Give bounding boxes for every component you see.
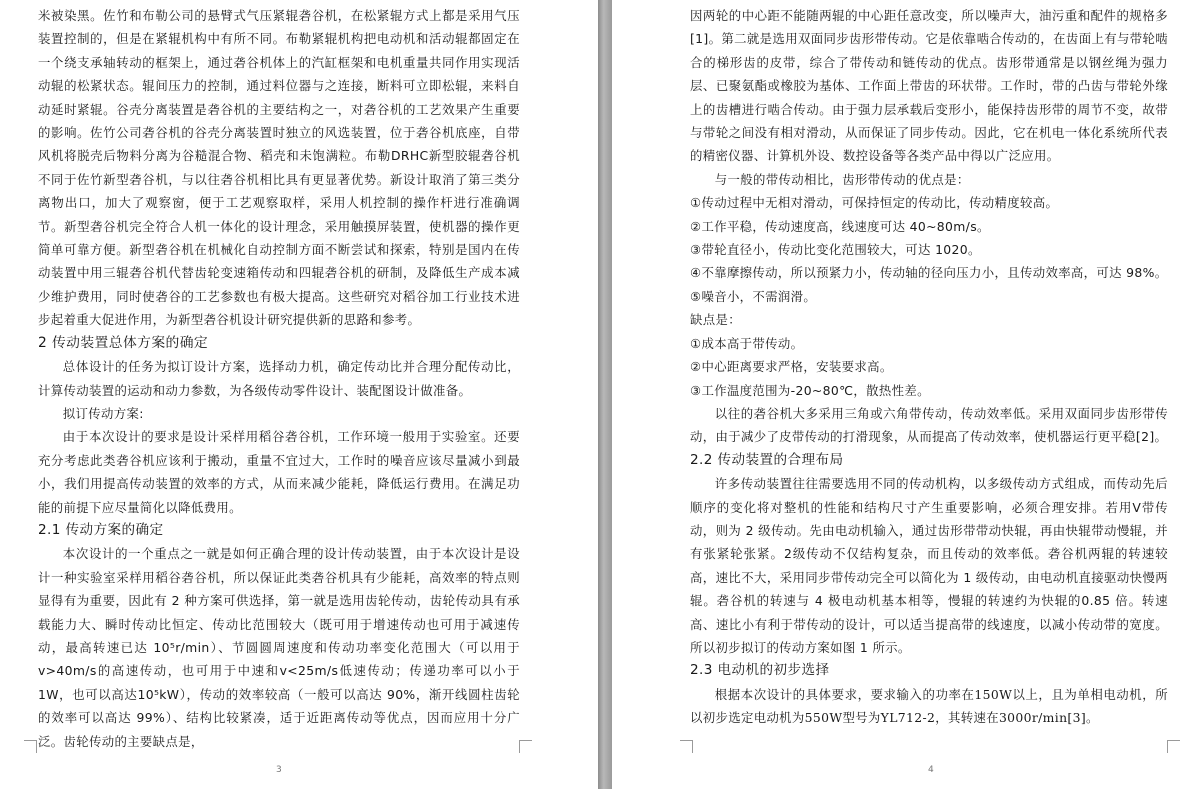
list-item: ⑤噪音小，不需润滑。 [690,288,817,304]
heading-2-2: 2.2 传动装置的合理布局 [690,451,844,468]
page-number: 3 [276,765,282,775]
list-item: ③带轮直径小，传动比变化范围较大，可达 1020。 [690,242,981,258]
heading-2: 2 传动装置总体方案的确定 [38,334,209,351]
paragraph: 许多传动装置往往需要选用不同的传动机构，以多级传动方式组成，而传动先后顺序的变化将对整机的性能和结构尺寸产生重要影响，必须合理安排。若用V带传动，则为 2 级传动。先由电动机输入，通过齿形带带动快辊，再由快辊带动慢辊，并有张紧轮张紧。2级传动不仅结构复杂，而且传动的效率低。砻谷机两辊的转速较高，速比不大，采用同步带传动完全可以简化为 1 级传动，由电动机直接驱动快慢两辊。砻谷机的转速与 4 极电动机基本相等，慢辊的转速约为快辊的0.85 倍。转速高、速比小有利于带传动的设计，可以适当提高带的线速度，以减小传动带的宽度。所以初步拟订的传动方案如图 1 所示。 [690,476,1168,655]
list-item: ②中心距离要求严格，安装要求高。 [690,359,893,375]
page-gap [598,0,612,789]
heading-2-3: 2.3 电动机的初步选择 [690,662,830,679]
paragraph: 根据本次设计的具体要求，要求输入的功率在150W以上，且为单相电动机，所以初步选定电动机为550W型号为YL712-2，其转速在3000r/min[3]。 [690,686,1168,726]
paragraph: 与一般的带传动相比，齿形带传动的优点是： [714,171,970,187]
paragraph: 以往的砻谷机大多采用三角或六角带传动，传动效率低。采用双面同步齿形带传动，由于减少了皮带传动的打滑现象，从而提高了传动效率，使机器运行更平稳[2]。 [690,405,1168,445]
page-3-body [38,4,520,753]
paragraph: 缺点是： [690,312,741,328]
page-4 [612,0,1204,789]
page-4-body [690,4,1168,730]
paragraph: 由于本次设计的要求是设计采样用稻谷砻谷机，工作环境一般用于实验室。还要充分考虑此类砻谷机应该利于搬动，重量不宜过大，工作时的噪音应该尽量减小到最小，我们用提高传动装置的效率的方式，从而来减少能耗，降低运行费用。在满足功能的前提下应尽量简化以降低费用。 [38,429,520,515]
list-item: ①成本高于带传动。 [690,335,804,351]
page-number: 4 [928,765,934,775]
list-item: ①传动过程中无相对滑动，可保持恒定的传动比，传动精度较高。 [690,195,1059,211]
margin-corner-mark [24,740,37,753]
paragraph: 因两轮的中心距不能随两辊的中心距任意改变，所以噪声大，油污重和配件的规格多[1]。第二就是选用双面同步齿形带传动。它是依靠啮合传动的，在齿面上有与带轮啮合的梯形齿的皮带，综合了带传动和链传动的优点。齿形带通常是以钢丝绳为强力层、已聚氨酯或橡胶为基体、工作面上带齿的环状带。工作时，带的凸齿与带轮外缘上的齿槽进行啮合传动。由于强力层承载后变形小，能保持齿形带的周节不变，故带与带轮之间没有相对滑动，从而保证了同步传动。因此，它在机电一体化系统所代表的精密仪器、计算机外设、数控设备等各类产品中得以广泛应用。 [690,8,1168,164]
list-item: ④不靠摩擦传动，所以预紧力小，传动轴的径向压力小，且传动效率高，可达 98%。 [690,265,1168,281]
list-item: ③工作温度范围为-20~80℃，散热性差。 [690,382,930,398]
list-item: ②工作平稳，传动速度高，线速度可达 40~80m/s。 [690,218,990,234]
paragraph: 米被染黑。佐竹和布勒公司的悬臂式气压紧辊砻谷机，在松紧辊方式上都是采用气压装置控制的，但是在紧辊机构中有所不同。布勒紧辊机构把电动机和活动辊都固定在一个绕支承轴转动的框架上，通过砻谷机体上的汽缸框架和电机重量共同作用实现活动辊的松紧状态。辊间压力的控制，通过料位器与之连接，断料可立即松辊，来料自动延时紧辊。谷壳分离装置是砻谷机的主要结构之一，对砻谷机的工艺效果产生重要的影响。佐竹公司砻谷机的谷壳分离装置时独立的风选装置，位于砻谷机底座，自带风机将脱壳后物料分离为谷糙混合物、稻壳和未饱满粒。布勒DRHC新型胶辊砻谷机不同于佐竹新型砻谷机，与以往砻谷机相比具有更显著优势。新设计取消了第三类分离物出口，加大了观察窗，便于工艺观察取样，采用人机控制的操作杆进行准确调节。新型砻谷机完全符合人机一体化的设计理念，采用触摸屏装置，使机器的操作更简单可靠方便。新型砻谷机在机械化自动控制方面不断尝试和探索，特别是国内在传动装置中用三辊砻谷机代替齿轮变速箱传动和四辊砻谷机的研制，及降低生产成本减少维护费用，同时使砻谷的工艺参数也有极大提高。这些研究对稻谷加工行业技术进步起着重大促进作用，为新型砻谷机设计研究提供新的思路和参考。 [38,8,520,328]
margin-corner-mark [519,740,532,753]
page-3 [0,0,598,789]
heading-2-1: 2.1 传动方案的确定 [38,521,164,538]
margin-corner-mark [680,740,693,753]
margin-corner-mark [1167,740,1180,753]
paragraph: 拟订传动方案: [62,405,144,421]
paragraph: 总体设计的任务为拟订设计方案，选择动力机，确定传动比并合理分配传动比，计算传动装置的运动和动力参数，为各级传动零件设计、装配图设计做准备。 [38,359,520,398]
paragraph: 本次设计的一个重点之一就是如何正确合理的设计传动装置，由于本次设计是设计一种实验室采样用稻谷砻谷机，所以保证此类砻谷机具有少能耗，高效率的特点则显得有为重要，因此有 2 种方案可供选择，第一就是选用齿轮传动，齿轮传动具有承载能力大、瞬时传动比恒定、传动比范围较大（既可用于增速传动也可用于减速传动，最高转速已达 10⁵r/min）、节圆圆周速度和传动功率变化范围大（可以用于v>40m/s的高速传动，也可用于中速和v<25m/s低速传动；传递功率可以小于 1W，也可以高达10⁵kW），传动的效率较高（一般可以高达 90%，渐开线圆柱齿轮的效率可以高达 99%）、结构比较紧凑，适于近距离传动等优点，因而应用十分广泛。齿轮传动的主要缺点是， [38,546,520,749]
